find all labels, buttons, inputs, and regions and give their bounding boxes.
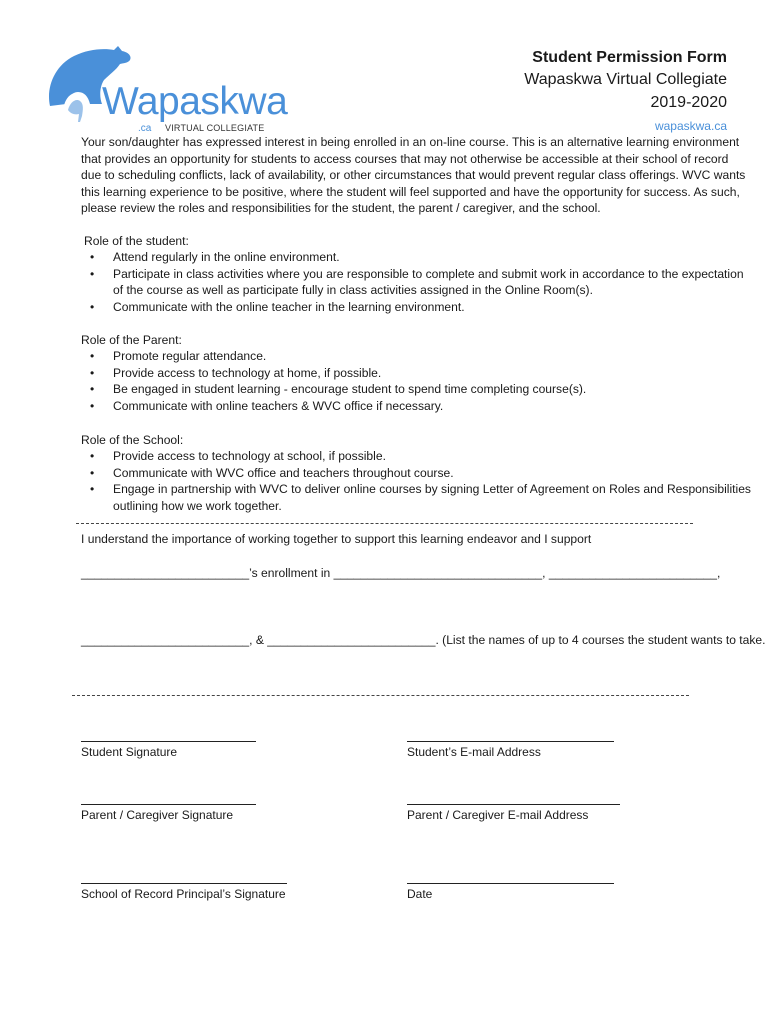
- list-item: • Communicate with WVC office and teachers throughout course.: [90, 465, 454, 480]
- intro-line: Your son/daughter has expressed interest in being enrolled in an on-line course. This is an alternative learning environment: [81, 135, 740, 149]
- date-line[interactable]: [407, 883, 614, 884]
- bullet-icon: •: [90, 398, 95, 413]
- bullet-icon: •: [90, 449, 95, 463]
- form-title: Student Permission Form: [532, 49, 727, 66]
- student-signature-label: Student Signature: [81, 745, 178, 759]
- list-item: • Provide access to technology at school, if possible.: [90, 449, 386, 463]
- school-year: 2019-2020: [650, 94, 727, 111]
- student-email-label: Student’s E-mail Address: [407, 745, 541, 759]
- list-item: • Engage in partnership with WVC to deliver online courses by signing Letter of Agreement on Roles and Responsibilities outlining how we work together.: [90, 482, 751, 513]
- list-item: • Communicate with the online teacher in the learning environment.: [90, 299, 465, 314]
- logo-tagline: VIRTUAL COLLEGIATE: [165, 123, 265, 133]
- intro-paragraph: [81, 134, 745, 217]
- list-item: • Communicate with online teachers & WVC office if necessary.: [90, 398, 444, 413]
- parent-signature-label: Parent / Caregiver Signature: [81, 808, 234, 822]
- role-parent-heading: Role of the Parent:: [81, 333, 182, 347]
- parent-signature-line[interactable]: [81, 804, 256, 805]
- principal-signature-line[interactable]: [81, 883, 287, 884]
- list-item: • Attend regularly in the online environment.: [90, 250, 340, 264]
- role-student-list: [90, 249, 744, 315]
- principal-signature-label: School of Record Principal’s Signature: [81, 887, 286, 901]
- bullet-icon: •: [90, 299, 95, 314]
- bullet-icon: •: [90, 482, 95, 497]
- bullet-icon: •: [90, 365, 95, 380]
- section-divider: [76, 523, 693, 524]
- role-school-heading: Role of the School:: [81, 433, 184, 447]
- list-item: • Participate in class activities where you are responsible to complete and submit work in accordance to the expectation of the course as well as participate fully in class activities assigned in the Online Room(s).: [90, 266, 744, 298]
- bullet-icon: •: [90, 266, 95, 281]
- list-item: • Provide access to technology at home, if possible.: [90, 365, 382, 380]
- bullet-icon: •: [90, 250, 95, 264]
- date-label: Date: [407, 887, 433, 901]
- organization-name: Wapaskwa Virtual Collegiate: [524, 71, 727, 88]
- parent-email-label: Parent / Caregiver E-mail Address: [407, 808, 589, 822]
- list-item: • Promote regular attendance.: [90, 349, 267, 363]
- courses-fill-line[interactable]: _________________________, & _________________________. (List the names of up to 4 courses the student wants to take.: [81, 633, 766, 647]
- logo-wordmark: Wapaskwa: [102, 80, 288, 123]
- student-signature-line[interactable]: [81, 741, 256, 742]
- enrollment-fill-line[interactable]: _________________________’s enrollment in _______________________________, _________________________,: [81, 566, 721, 580]
- bullet-icon: •: [90, 349, 95, 363]
- logo-tld: .ca: [138, 123, 152, 134]
- intro-line: that provides an opportunity for students to access courses that may not otherwise be accessible at their school of record: [81, 151, 729, 166]
- student-email-line[interactable]: [407, 741, 614, 742]
- bullet-icon: •: [90, 465, 95, 480]
- intro-line: due to scheduling conflicts, lack of availability, or other circumstances that would prevent regular class offerings. WVC wants: [81, 168, 746, 183]
- list-item: • Be engaged in student learning - encourage student to spend time completing course(s).: [90, 382, 587, 397]
- website-link[interactable]: wapaskwa.ca: [654, 119, 727, 133]
- bullet-icon: •: [90, 382, 95, 397]
- role-student-heading: Role of the student:: [84, 234, 189, 248]
- section-divider: [72, 695, 689, 696]
- parent-email-line[interactable]: [407, 804, 620, 805]
- intro-line: please review the roles and responsibilities for the student, the parent / caregiver, and the school.: [81, 201, 601, 216]
- intro-line: this learning experience to be positive, where the student will feel supported and have the opportunity for success. As such,: [81, 184, 740, 199]
- role-school-list: [90, 448, 751, 514]
- agreement-statement: I understand the importance of working together to support this learning endeavor and I support: [81, 532, 592, 546]
- role-parent-list: [90, 348, 740, 414]
